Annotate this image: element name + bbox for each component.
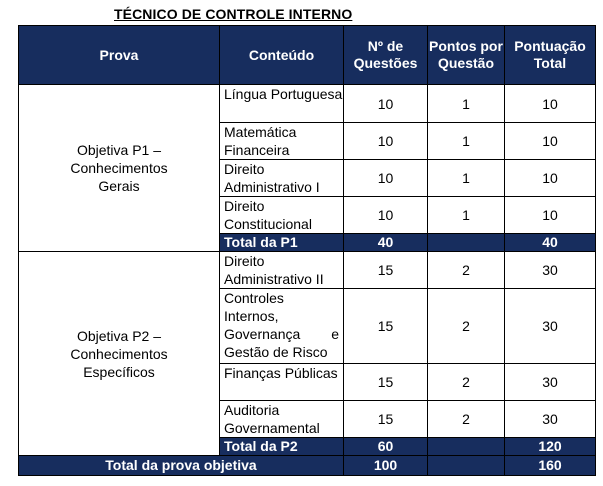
row-pontos: 2 xyxy=(428,252,505,289)
grand-total-total: 160 xyxy=(505,456,596,476)
subtotal-label: Total da P1 xyxy=(220,234,344,252)
row-questoes: 15 xyxy=(344,401,428,438)
header-questoes: Nº de Questões xyxy=(344,26,428,85)
row-total: 30 xyxy=(505,364,596,401)
subtotal-total: 40 xyxy=(505,234,596,252)
group-prova-p2: Objetiva P2 – Conhecimentos Específicos xyxy=(19,252,220,456)
row-conteudo: Controles Internos, Governança e Gestão de Risco xyxy=(220,289,344,364)
row-conteudo: Direito Administrativo II xyxy=(220,252,344,289)
subtotal-empty xyxy=(428,234,505,252)
header-conteudo: Conteúdo xyxy=(220,26,344,85)
header-pontos: Pontos por Questão xyxy=(428,26,505,85)
row-total: 30 xyxy=(505,401,596,438)
header-pontuacao: Pontuação Total xyxy=(505,26,596,85)
row-pontos: 2 xyxy=(428,289,505,364)
row-pontos: 2 xyxy=(428,401,505,438)
subtotal-label: Total da P2 xyxy=(220,438,344,456)
header-prova: Prova xyxy=(19,26,220,85)
row-questoes: 10 xyxy=(344,160,428,197)
group-prova-p1: Objetiva P1 – Conhecimentos Gerais xyxy=(19,85,220,252)
row-total: 30 xyxy=(505,289,596,364)
subtotal-questoes: 60 xyxy=(344,438,428,456)
row-questoes: 15 xyxy=(344,289,428,364)
header-row xyxy=(19,26,596,85)
table-row xyxy=(19,252,596,289)
row-questoes: 15 xyxy=(344,252,428,289)
row-total: 10 xyxy=(505,197,596,234)
row-pontos: 1 xyxy=(428,85,505,123)
row-total: 30 xyxy=(505,252,596,289)
row-conteudo: Direito Constitucional xyxy=(220,197,344,234)
subtotal-questoes: 40 xyxy=(344,234,428,252)
row-questoes: 10 xyxy=(344,123,428,160)
table-row xyxy=(19,85,596,123)
subtotal-total: 120 xyxy=(505,438,596,456)
row-questoes: 10 xyxy=(344,85,428,123)
row-total: 10 xyxy=(505,123,596,160)
row-conteudo: Auditoria Governamental xyxy=(220,401,344,438)
grand-total-label: Total da prova objetiva xyxy=(19,456,344,476)
row-conteudo: Matemática Financeira xyxy=(220,123,344,160)
row-questoes: 15 xyxy=(344,364,428,401)
row-conteudo: Finanças Públicas xyxy=(220,364,344,401)
row-questoes: 10 xyxy=(344,197,428,234)
row-total: 10 xyxy=(505,160,596,197)
row-conteudo: Direito Administrativo I xyxy=(220,160,344,197)
row-total: 10 xyxy=(505,85,596,123)
exam-table xyxy=(18,25,596,476)
row-pontos: 1 xyxy=(428,197,505,234)
subtotal-empty xyxy=(428,438,505,456)
row-pontos: 1 xyxy=(428,160,505,197)
grand-total-empty xyxy=(428,456,505,476)
page-title: TÉCNICO DE CONTROLE INTERNO xyxy=(114,6,353,22)
row-pontos: 2 xyxy=(428,364,505,401)
grand-total-questoes: 100 xyxy=(344,456,428,476)
row-pontos: 1 xyxy=(428,123,505,160)
row-conteudo: Língua Portuguesa xyxy=(220,85,344,123)
grand-total-row xyxy=(19,456,596,476)
